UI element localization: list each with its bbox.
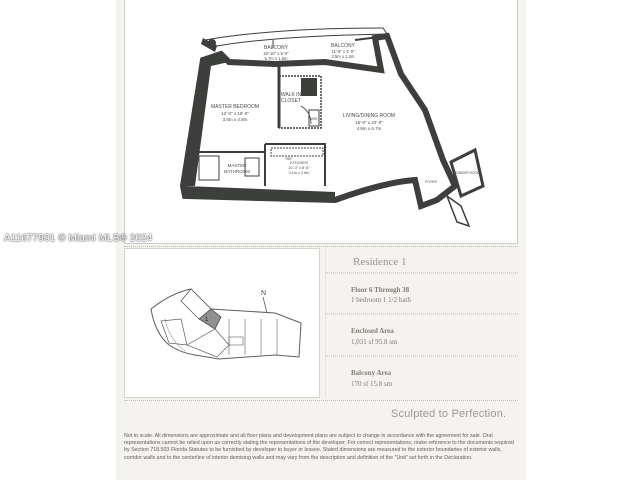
enclosed-area-label: Enclosed Area [351,327,394,335]
floor-plan-drawing [125,0,519,244]
north-label: N [261,290,267,297]
living-room-dim-metric: 4.6m x 6.7m [356,126,382,131]
balcony-rail [205,28,387,46]
tagline: Sculpted to Perfection. [391,408,507,420]
balcony-column [208,39,216,47]
building-outline [151,289,301,359]
divider-dotted [124,246,518,247]
kitchen-name: KITCHEN [290,160,308,165]
floor-label: Floor 6 Through 38 [351,286,410,294]
floor-value: 1 bedroom 1 1/2 bath [351,296,411,304]
entry-door [447,196,469,226]
unit-number: 1 [205,317,209,323]
key-plan-panel [124,248,320,398]
bath-label-1: MASTER [227,163,247,168]
powder-room-label: POWDER ROOM [454,171,480,175]
balcony-left-dim-metric: 5.7m x 1.5m [264,56,288,61]
residence-title: Residence 1 [353,256,407,268]
mls-watermark: A11677901 © Miami MLS® 2024 [4,233,153,244]
kitchen-walls [265,144,325,186]
foyer-label: FOYER [424,180,438,184]
north-arrow [263,297,267,313]
balcony-area-label: Balcony Area [351,369,392,377]
balcony-left-dim-imperial: 18'-10" x 5'-0" [263,51,289,56]
balcony-right-dim-imperial: 11'-6" x 4'-0" [331,49,355,54]
balcony-right-name: BALCONY [331,43,355,49]
living-room-name: LIVING/DINING ROOM [342,113,396,119]
master-bedroom-dim-metric: 3.6m x 4.8m [222,117,248,122]
living-room-dim-imperial: 15'-0" x 22'-0" [355,120,383,125]
kitchen-dim-imperial: 10'-3" x 8'-6" [288,166,310,170]
enclosed-area-value: 1,031 sf 95.8 sm [351,338,398,346]
master-bedroom-name: MASTER BEDROOM [210,104,260,110]
balcony-right-dim-metric: 3.5m x 1.2m [331,54,355,59]
master-bedroom-dim-imperial: 12'-0" x 16'-0" [221,111,249,116]
closet-label-1: WALK IN [280,92,302,98]
ref-label: REF [285,157,293,161]
divider-dotted-lower [124,400,518,401]
wd-label: W/D [310,117,318,121]
bathtub [199,156,219,180]
bath-label-2: BATHROOM [224,169,250,174]
floor-plan-panel [124,0,518,244]
key-plan-drawing [125,249,321,399]
disclaimer-text: Not to scale. All dimensions are approximate and all floor plans and development plans are subject to change in accordance with the agreement for sale. Oral representations cannot be relied upon as correctly stating the representations of the developer. For correct representations, make reference to the documents required by Section 718.503 Florida Statutes to be furnished by developer to buyer or lessee. Stated dimensions are measured to the exterior boundaries of exterior walls, corridor walls and to the centerline of interior demising walls and may vary from the description and definition of the "Unit" set forth in the Declaration. [124,433,514,461]
closet-shelf [301,78,317,96]
balcony-left-name: BALCONY [264,45,288,51]
closet-label-2: CLOSET [280,98,302,104]
kitchen-counter [271,148,323,156]
kitchen-dim-metric: 3.1m x 2.6m [288,171,310,175]
balcony-area-value: 170 sf 15.8 sm [351,380,393,388]
